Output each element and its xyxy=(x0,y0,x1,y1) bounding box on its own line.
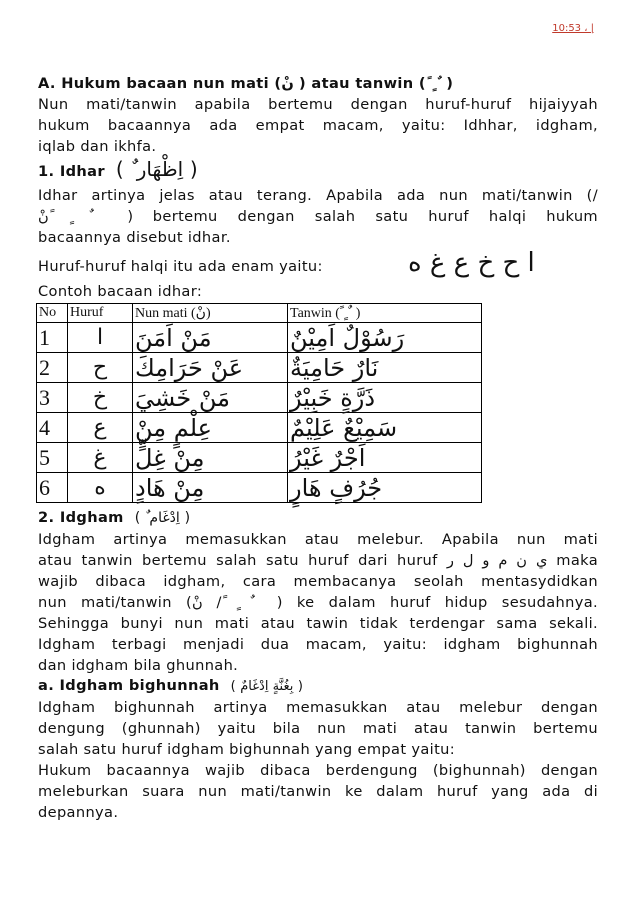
bighunnah-heading-row xyxy=(38,675,303,697)
idhar-desc-line: bacaannya disebut idhar. xyxy=(38,229,231,246)
row-huruf: ا xyxy=(68,323,133,353)
row-tanwin-example: سَمِيْعٌ عَلِيْمٌ xyxy=(288,413,482,443)
idhar-heading-row xyxy=(38,159,198,182)
row-tanwin-example: ذَرَّةٍ خَبِيْرٌ xyxy=(288,383,482,413)
table-header-row xyxy=(37,304,482,323)
idgham-heading-row xyxy=(38,507,190,529)
idhar-desc-line: نْ ً ٍ ٌ ) bertemu dengan salah satu huruf halqi hukum xyxy=(38,208,598,225)
idgham-line: Idgham artinya memasukkan atau melebur. Apabila nun mati xyxy=(38,531,598,548)
table-row xyxy=(37,383,482,413)
idgham-line: atau tanwin bertemu salah satu huruf dari huruf ي ن م و ل ر maka xyxy=(38,552,598,569)
idgham-heading: 2. Idgham xyxy=(38,509,124,526)
row-number: 2 xyxy=(37,353,68,383)
row-number: 1 xyxy=(37,323,68,353)
row-nun-example: مِنْ هَادٍ xyxy=(133,473,288,503)
row-number: 6 xyxy=(37,473,68,503)
bighunnah-line: dengung (ghunnah) yaitu bila nun mati atau tanwin bertemu xyxy=(38,720,598,737)
table-row xyxy=(37,443,482,473)
intro-line: Nun mati/tanwin apabila bertemu dengan huruf-huruf hijaiyyah xyxy=(38,96,598,113)
row-tanwin-example: جُرُفٍ هَارٍ xyxy=(288,473,482,503)
row-nun-example: عِلْمٍ مِنْ xyxy=(133,413,288,443)
row-tanwin-example: رَسُوْلٌ اَمِيْنٌ xyxy=(288,323,482,353)
idgham-line: dan idgham bila ghunnah. xyxy=(38,657,239,674)
table-row xyxy=(37,353,482,383)
idgham-heading-arabic: ( اِدْغَام ٌ ) xyxy=(134,510,191,526)
idhar-heading: 1. Idhar xyxy=(38,163,105,180)
section-a-title: A. Hukum bacaan nun mati (نْ ) atau tanwin ( ً ٍ ٌ ) xyxy=(38,75,454,92)
row-huruf: ح xyxy=(68,353,133,383)
idgham-line: wajib dibaca idgham, cara membacanya seolah mentasydidkan xyxy=(38,573,598,590)
column-header-no: No xyxy=(37,304,68,323)
idhar-heading-arabic: ( اِظْهَار ٌ ) xyxy=(115,157,199,181)
bighunnah-line: Hukum bacaannya wajib dibaca berdengung (bighunnah) dengan xyxy=(38,762,598,779)
row-huruf: ه xyxy=(68,473,133,503)
column-header-huruf: Huruf xyxy=(68,304,133,323)
idgham-line: Sehingga bunyi nun mati atau tawin tidak terdengar sama sekali. xyxy=(38,615,598,632)
idhar-desc-line: Idhar artinya jelas atau terang. Apabila ada nun mati/tanwin (/ xyxy=(38,187,598,204)
bighunnah-line: salah satu huruf idgham bighunnah yang empat yaitu: xyxy=(38,741,456,758)
bighunnah-line: Idgham bighunnah artinya memasukkan atau melebur dengan xyxy=(38,699,598,716)
row-nun-example: مَنْ خَشِيَ xyxy=(133,383,288,413)
row-huruf: ع xyxy=(68,413,133,443)
row-number: 5 xyxy=(37,443,68,473)
row-nun-example: عَنْ حَرَامِكَ xyxy=(133,353,288,383)
table-row xyxy=(37,413,482,443)
column-header-tanwin: Tanwin ( ً ٍ ٌ ) xyxy=(288,304,482,323)
row-huruf: غ xyxy=(68,443,133,473)
table-row xyxy=(37,473,482,503)
idhar-example-label: Contoh bacaan idhar: xyxy=(38,283,203,300)
row-tanwin-example: نَارٌ حَامِيَةٌ xyxy=(288,353,482,383)
bighunnah-line: depannya. xyxy=(38,804,119,821)
row-number: 4 xyxy=(37,413,68,443)
intro-line: hukum bacaannya ada empat macam, yaitu: Idhhar, idgham, xyxy=(38,117,598,134)
idgham-line: nun mati/tanwin (نْ / ً ٍ ٌ ) ke dalam huruf hidup sesudahnya. xyxy=(38,594,598,611)
row-number: 3 xyxy=(37,383,68,413)
halqi-letters-label: Huruf-huruf halqi itu ada enam yaitu: xyxy=(38,258,323,275)
idgham-line: Idgham terbagi menjadi dua macam, yaitu: idgham bighunnah xyxy=(38,636,598,653)
page-reference-link[interactable]: 10:53 ، | xyxy=(552,23,594,34)
bighunnah-line: meleburkan suara nun mati/tanwin ke dalam huruf yang ada di xyxy=(38,783,598,800)
row-huruf: خ xyxy=(68,383,133,413)
table-row xyxy=(37,323,482,353)
row-nun-example: مِنْ غِلٍّ xyxy=(133,443,288,473)
bighunnah-heading: a. Idgham bighunnah xyxy=(38,677,220,694)
column-header-nun-mati: Nun mati (نْ) xyxy=(133,304,288,323)
intro-line: iqlab dan ikhfa. xyxy=(38,138,157,155)
halqi-letters: ا ح خ ع غ ه xyxy=(408,248,535,278)
idhar-examples-table xyxy=(36,303,482,503)
row-nun-example: مَنْ اَمَنَ xyxy=(133,323,288,353)
row-tanwin-example: اَجْرٌ غَيْرُ xyxy=(288,443,482,473)
bighunnah-heading-arabic: ( بِغُنَّةٍ اِدْغَامٌ ) xyxy=(230,679,304,694)
